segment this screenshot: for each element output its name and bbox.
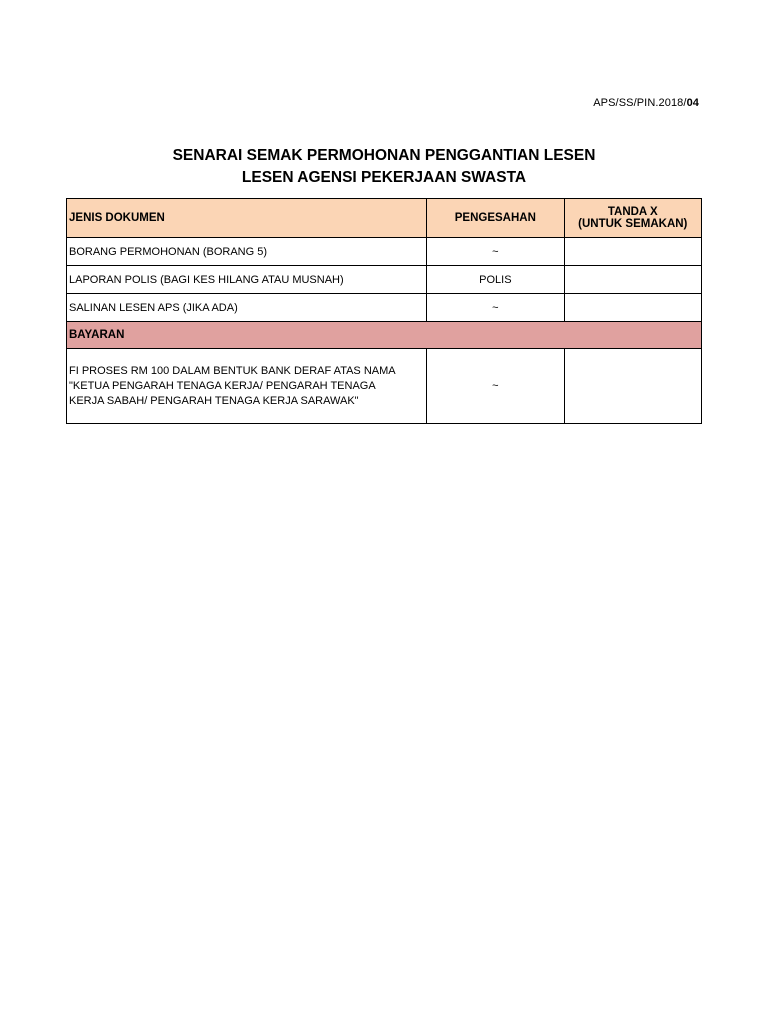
header-verification: PENGESAHAN — [427, 199, 564, 238]
table-header-row — [67, 199, 702, 238]
section-label: BAYARAN — [67, 322, 702, 349]
check-mark-cell[interactable] — [564, 349, 701, 424]
checklist-table — [66, 198, 702, 424]
payment-line-3: KERJA SABAH/ PENGARAH TENAGA KERJA SARAWAK" — [69, 394, 359, 407]
document-cell — [67, 349, 427, 424]
header-check-mark — [564, 199, 701, 238]
document-cell: BORANG PERMOHONAN (BORANG 5) — [67, 238, 427, 266]
document-reference-number — [593, 97, 699, 109]
table-row — [67, 266, 702, 294]
verification-cell: POLIS — [427, 266, 564, 294]
verification-cell: ~ — [427, 238, 564, 266]
header-document-type: JENIS DOKUMEN — [67, 199, 427, 238]
section-row-payment — [67, 322, 702, 349]
table-row — [67, 238, 702, 266]
header-check-mark-line-1: TANDA X — [607, 206, 658, 218]
check-mark-cell[interactable] — [564, 266, 701, 294]
page-title-line-1: SENARAI SEMAK PERMOHONAN PENGGANTIAN LESEN — [172, 147, 596, 164]
verification-cell: ~ — [427, 294, 564, 322]
document-cell: LAPORAN POLIS (BAGI KES HILANG ATAU MUSNAH) — [67, 266, 427, 294]
table-row — [67, 294, 702, 322]
table-row — [67, 349, 702, 424]
header-check-mark-line-2: (UNTUK SEMAKAN) — [578, 218, 688, 230]
payment-line-1: FI PROSES RM 100 DALAM BENTUK BANK DERAF ATAS NAMA — [69, 364, 396, 377]
reference-suffix: 04 — [686, 97, 699, 109]
check-mark-cell[interactable] — [564, 294, 701, 322]
check-mark-cell[interactable] — [564, 238, 701, 266]
document-cell: SALINAN LESEN APS (JIKA ADA) — [67, 294, 427, 322]
reference-prefix: APS/SS/PIN.2018/ — [593, 97, 687, 109]
page-title-line-2: LESEN AGENSI PEKERJAAN SWASTA — [241, 169, 527, 186]
payment-line-2: "KETUA PENGARAH TENAGA KERJA/ PENGARAH TENAGA — [69, 379, 376, 392]
verification-cell: ~ — [427, 349, 564, 424]
